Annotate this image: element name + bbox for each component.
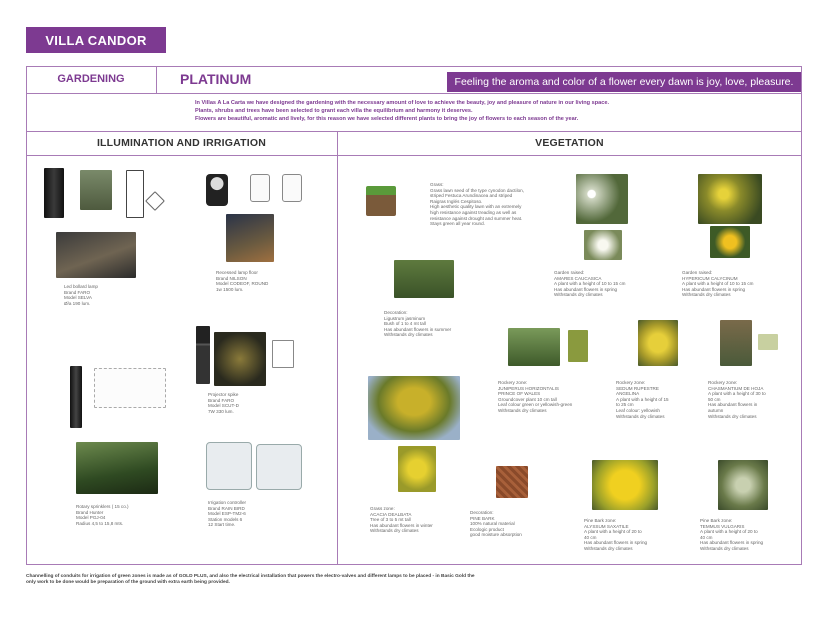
divider [156, 67, 157, 93]
projector-photo [214, 332, 266, 386]
controller-image [256, 444, 302, 490]
groundcover-closeup [568, 330, 588, 362]
divider [27, 93, 801, 94]
intro-text: In Villas A La Carta we have designed the gardening with the necessary amount of love to achieve the beauty, joy and pleasure of nature in our living space. Plants, shrubs and trees have been selected to grant each villa the equilibrium and harmony it deserves. Flowers are beautiful, aromatic and lively, for this reason we have selected different plants to bring the joy of flowers to each season of the year. [195, 100, 610, 122]
footer-note: Channelling of conduits for irrigation of green zones is made as of GOLD PLUS, and also the electrical installation that powers the electro-valves and different lamps to be placed - in Basic Gold the only work to be done would be preparation of the ground with extra earth being provided. [26, 574, 475, 585]
sprinkler-diagram [94, 368, 166, 408]
sprinkler-image [70, 366, 82, 428]
sedum-photo [638, 320, 678, 366]
divider [27, 155, 801, 156]
controller-image [206, 442, 252, 490]
pine-bark-photo [496, 466, 528, 498]
decoration-caption: Decoration: Ligustrum jasminum Bush of 1 to 4 mt tall Has abundant flowers in summer Withstands dry climates [384, 310, 452, 338]
projector-drawing-image [272, 340, 294, 368]
recessed-caption: Recessed lamp floor Brand NILSON Model CODEOF, ROUND 1w 1500 lum. [216, 270, 269, 292]
rockery-caption: Rockery zone: CHASMANTIUM DE HOJA A plant with a height of 30 to 50 cm Has abundant flowers in autumn Withstands dry climates [708, 380, 766, 419]
controller-caption: Irrigation controller Brand RAIN BIRD Model ESP-TM2-6 Station models 6 12 Start time. [208, 500, 247, 528]
white-flowers-closeup [584, 230, 622, 260]
bollard-photo [56, 232, 136, 278]
projector-caption: Projector spike Brand FARO Model SCUT-D 7W 330 lum. [208, 392, 239, 414]
decoration-caption: Decoration: PINE BARK 100% natural material Ecologic product good moisture absorption [470, 510, 522, 538]
hedge-photo [394, 260, 454, 298]
divider [337, 131, 338, 565]
recessed-drawing-image [282, 174, 302, 202]
garden-raised-caption: Garden raised: AMARES CAUCASICA A plant with a height of 10 to 15 cm Has abundant flowers in spring Withstands dry climates [554, 270, 626, 298]
bollard-caption: Led bollard lamp Brand FARO Model SELVA Ø/a 190 lum. [64, 284, 98, 306]
brand-label: VILLA CANDOR [26, 27, 166, 53]
thymus-photo [718, 460, 768, 510]
white-flowers-photo [576, 174, 628, 224]
bollard-lamp-image [44, 168, 64, 218]
groundcover-photo [508, 328, 560, 366]
alyssum-photo [592, 460, 658, 510]
page-title: PLATINUM [180, 71, 252, 87]
recessed-photo [226, 214, 274, 262]
recessed-drawing-image [250, 174, 270, 202]
sprinkler-caption: Rotary sprinklers ( 15 co.) Brand Hunter Model PGJ-04 Radius 4,5 to 15,8 mts. [76, 504, 129, 526]
acacia-flowers-photo [398, 446, 436, 492]
pine-bark-caption: Pine Bark zone: TEMMUS VULGARIS A plant with a height of 20 to 40 cm Has abundant flowers in spring Withstands dry climates [700, 518, 764, 551]
bollard-garden-image [80, 170, 112, 210]
rockery-caption: Rockery zone: SEDUM RUPESTRE ANGELINA A plant with a height of 15 to 25 cm Leaf colour: yellowish Withstands dry climates [616, 380, 669, 419]
grass-zone-caption: Grass zone: ACACIA DEALBATA Tree of 3 to 5 mt tall Has abundant flowers in winter Withstands dry climates [370, 506, 433, 534]
grass-block-image [366, 186, 396, 216]
rockery-caption: Rockery zone: JUNIPERUS HORIZONTALIS PRINCE OF WALES Groundcover plant 10 cm tall Leaf colour green or yellowish-green Withstands dry climates [498, 380, 573, 413]
projector-spike-image [196, 326, 210, 384]
sprinkler-photo [76, 442, 158, 494]
yellow-shrub-photo [698, 174, 762, 224]
chasmantium-photo [720, 320, 752, 366]
bollard-drawing-image [126, 170, 144, 218]
section-gardening: GARDENING [57, 73, 125, 85]
recessed-lamp-image [206, 174, 228, 206]
pine-bark-caption: Pine Bark zone: ALYSSUM SAXATILE A plant with a height of 20 to 40 cm Has abundant flowers in spring Withstands dry climates [584, 518, 648, 551]
garden-raised-caption: Garden raised: HYPERICUM CALYCINUM A plant with a height of 10 to 15 cm Has abundant flowers in spring Withstands dry climates [682, 270, 754, 298]
yellow-flower-closeup [710, 226, 750, 258]
chasmantium-closeup [758, 334, 778, 350]
section-title-illumination: ILLUMINATION AND IRRIGATION [96, 137, 267, 149]
section-title-vegetation: VEGETATION [535, 137, 604, 149]
tagline-banner: Feeling the aroma and color of a flower every dawn is joy, love, pleasure. [447, 72, 801, 92]
grass-caption: Grass: Grass lawn seed of the type cynodon dactilon, striped Festuca Arundinacea and striped Raigras Inglés Cespitoso. High aesthetic quality lawn with an extremely high resistance against treading as well as resistance against drought and summer heat. Stays green all year round. [430, 182, 524, 227]
acacia-tree-photo [368, 376, 460, 440]
